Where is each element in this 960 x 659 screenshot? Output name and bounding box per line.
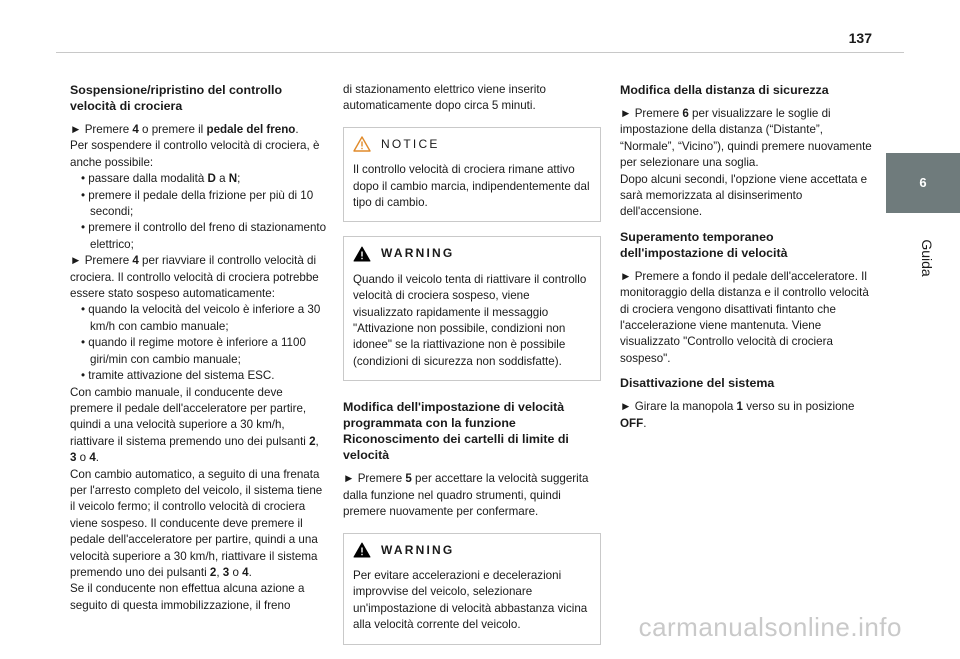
notice-title: NOTICE	[381, 136, 440, 151]
column-2	[343, 82, 601, 659]
paragraph: Con cambio automatico, a seguito di una frenata per l'arresto completo del veicolo, il sistema tiene il veicolo fermo; il controllo velocità di crociera viene sospeso. Il conducente deve premere il pedale dell'acceleratore per partire, quindi a una velocità superiore a 30 km/h, riattivare il sistema premendo uno dei pulsanti 2, 3 o 4.	[70, 467, 323, 579]
paragraph: ► Premere a fondo il pedale dell'acceleratore. Il monitoraggio della distanza e il controllo velocità di crociera vengono disattivati fintanto che l'accelerazione viene mantenuta. Viene visualizzato "Controllo velocità di crociera sospeso".	[620, 269, 869, 365]
warning-title: WARNING	[381, 246, 455, 261]
warning-box	[343, 533, 601, 645]
section-heading-speed-sign: Modifica dell'impostazione di velocità programmata con la funzione Riconoscimento dei cartelli di limite di velocità	[343, 400, 569, 463]
paragraph: ► Premere 5 per accettare la velocità suggerita dalla funzione nel quadro strumenti, quindi premere nuovamente per confermare.	[343, 472, 589, 519]
section-heading-distance: Modifica della distanza di sicurezza	[620, 83, 829, 97]
chapter-label-text: Guida	[919, 239, 935, 277]
page-number: 137	[848, 30, 872, 46]
warning-header	[353, 542, 591, 558]
warning-title: WARNING	[381, 542, 455, 557]
paragraph: Per sospendere il controllo velocità di crociera, è anche possibile:	[70, 139, 320, 169]
caution-triangle-outline-icon	[353, 136, 371, 152]
notice-header	[353, 136, 591, 152]
list-item: • quando la velocità del veicolo è inferiore a 30 km/h con cambio manuale;	[81, 303, 321, 333]
warning-text: Quando il veicolo tenta di riattivare il controllo velocità di crociera sospeso, viene visualizzato rapidamente il messaggio "Attivazione non possibile, condizioni non idonee" se la riattivazione non è possibile (condizioni di sicurezza non soddisfatte).	[353, 272, 587, 368]
paragraph: ► Premere 6 per visualizzare le soglie di impostazione della distanza (“Distante”, “Normale”, “Vicino”), quindi premere nuovamente per selezionare una soglia.	[620, 107, 872, 170]
header-rule	[56, 52, 904, 53]
paragraph: Dopo alcuni secondi, l'opzione viene accettata e sarà memorizzata al disinserimento dell'accensione.	[620, 172, 868, 219]
section-heading-suspend-resume: Sospensione/ripristino del controllo velocità di crociera	[70, 83, 283, 113]
warning-triangle-filled-icon	[353, 246, 371, 262]
warning-text: Per evitare accelerazioni e decelerazioni improvvise del veicolo, selezionare un'impostazione di velocità abbastanza vicina alla velocità corrente del veicolo.	[353, 568, 588, 632]
notice-text: Il controllo velocità di crociera rimane attivo dopo il cambio marcia, indipendentemente dal tipo di cambio.	[353, 163, 590, 210]
watermark: carmanualsonline.info	[638, 612, 902, 642]
list-item: • premere il pedale della frizione per più di 10 secondi;	[81, 188, 314, 219]
notice-box	[343, 127, 601, 223]
paragraph: di stazionamento elettrico viene inserito automaticamente dopo circa 5 minuti.	[343, 83, 546, 113]
list-item: • passare dalla modalità D a N;	[81, 172, 241, 186]
warning-triangle-filled-icon	[353, 542, 371, 558]
warning-box	[343, 236, 601, 381]
column-3	[620, 82, 878, 432]
warning-header	[353, 245, 591, 261]
chapter-label	[916, 218, 938, 298]
paragraph: Con cambio manuale, il conducente deve premere il pedale dell'acceleratore per partire, quindi a una velocità superiore a 30 km/h, riattivare il sistema premendo uno dei pulsanti 2, 3 o 4.	[70, 385, 319, 465]
section-heading-override: Superamento temporaneo dell'impostazione di velocità	[620, 229, 788, 260]
list-item: • quando il regime motore è inferiore a 1100 giri/min con cambio manuale;	[81, 336, 306, 366]
chapter-tab[interactable]: 6	[886, 153, 960, 213]
paragraph: Se il conducente non effettua alcuna azione a seguito di questa immobilizzazione, il freno	[70, 582, 305, 612]
paragraph: ► Girare la manopola 1 verso su in posizione OFF.	[620, 400, 855, 430]
column-1	[70, 82, 328, 614]
list-item: • premere il controllo del freno di stazionamento elettrico;	[81, 221, 327, 251]
list-item: • tramite attivazione del sistema ESC.	[81, 369, 275, 383]
paragraph: ► Premere 4 o premere il pedale del freno.	[70, 123, 299, 136]
paragraph: ► Premere 4 per riavviare il controllo velocità di crociera. Il controllo velocità di crociera potrebbe essere stato sospeso automaticamente:	[70, 254, 319, 301]
section-heading-deactivation: Disattivazione del sistema	[620, 376, 775, 391]
